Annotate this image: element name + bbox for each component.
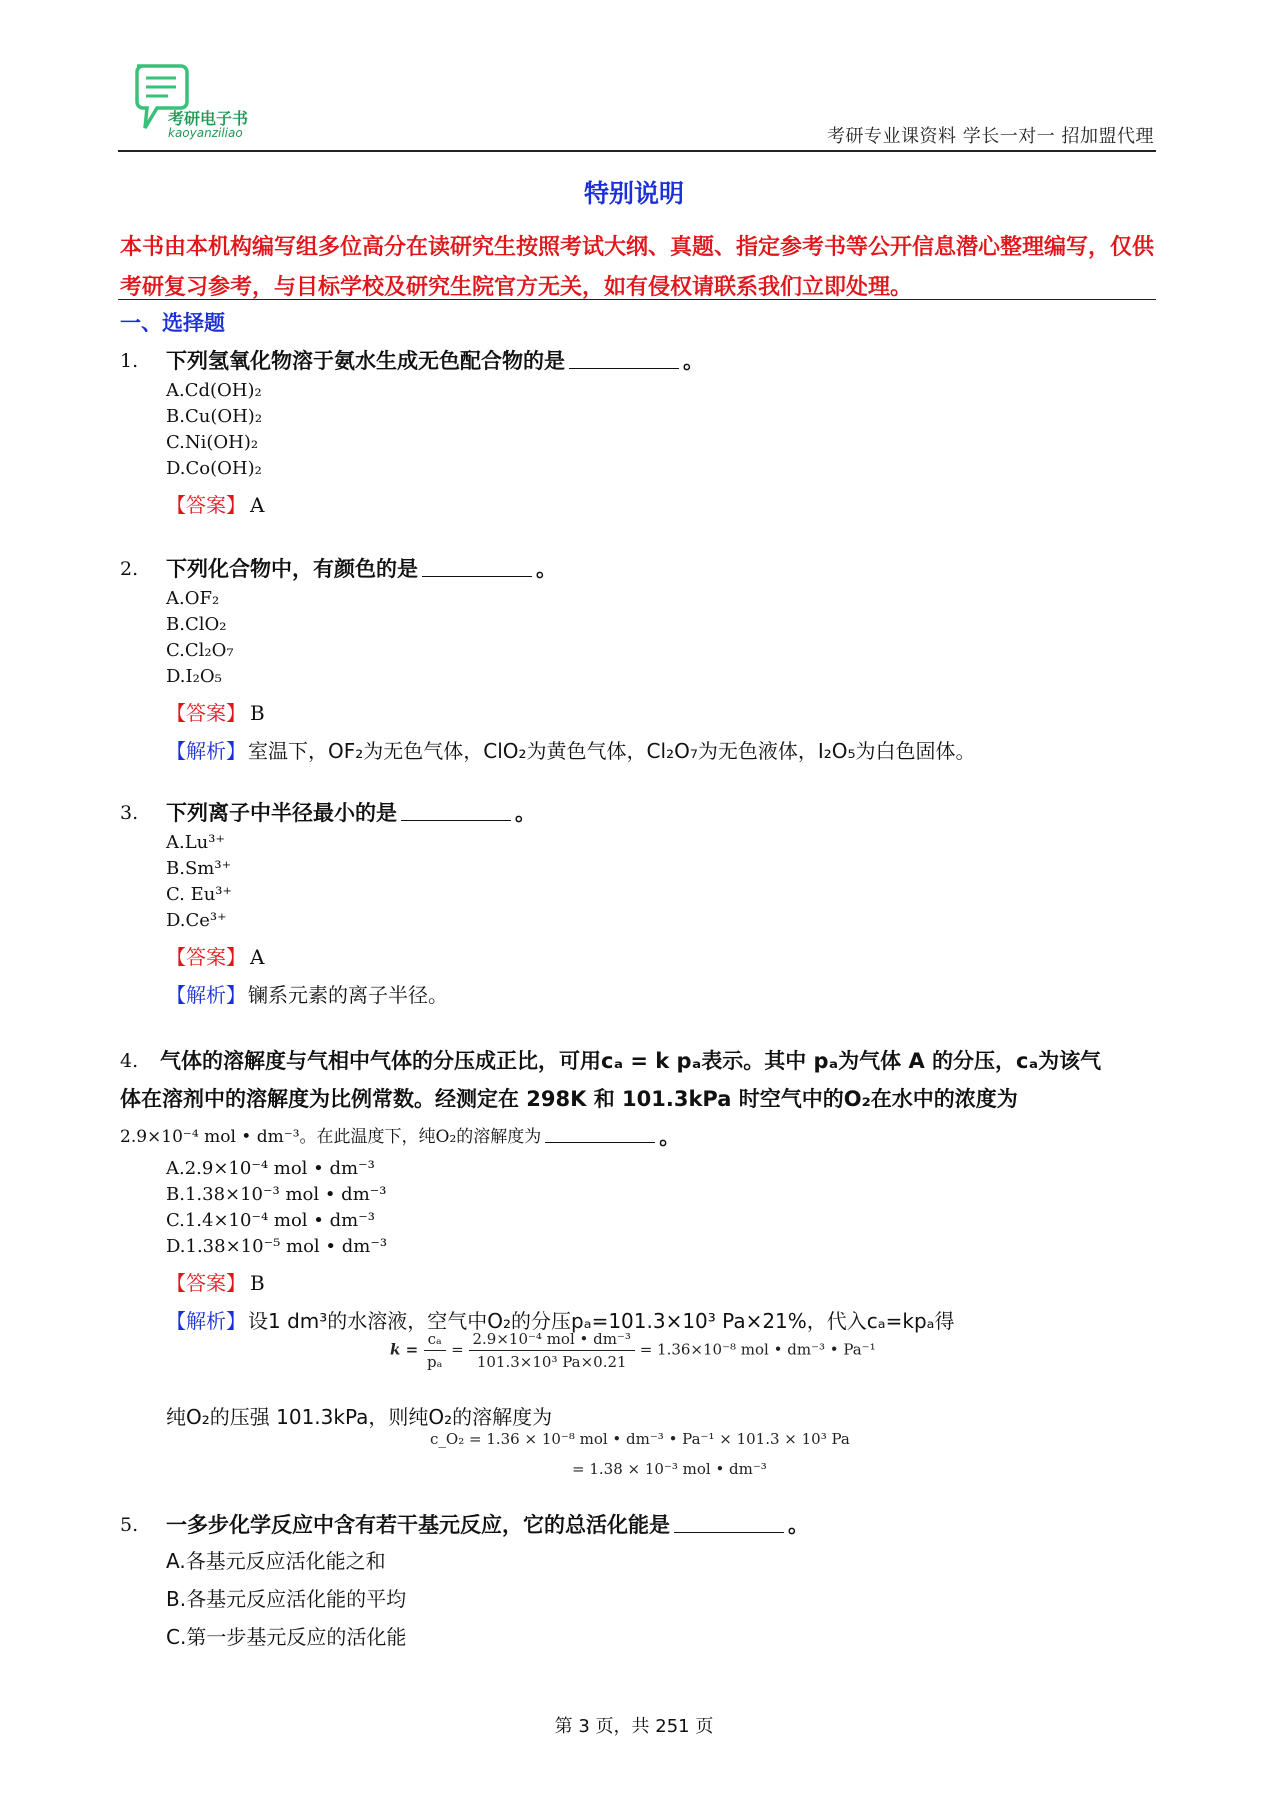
question-3: 3. 下列离子中半径最小的是 。 A.Lu³⁺ B.Sm³⁺ C. Eu³⁺ D.Ce³⁺ 【答案】 A 【解析】 镧系元素的离子半径。 (120, 796, 1156, 1014)
question-number: 2. (120, 558, 139, 580)
explanation-label: 解析 (186, 1309, 226, 1333)
answer: 【答案】 A (166, 945, 265, 969)
formula-solubility-line1: c_O₂ = 1.36 × 10⁻⁸ mol • dm⁻³ • Pa⁻¹ × 101.3 × 10³ Pa (430, 1430, 850, 1448)
option: B.1.38×10⁻³ mol • dm⁻³ (166, 1184, 387, 1205)
option: B.Sm³⁺ (166, 858, 232, 879)
explanation-text: 室温下，OF₂为无色气体，ClO₂为黄色气体，Cl₂O₇为无色液体，I₂O₅为白色固体。 (248, 739, 976, 763)
explanation-label: 解析 (186, 983, 226, 1007)
section-heading: 一、选择题 (120, 311, 225, 335)
answer-blank (422, 552, 532, 577)
explanation-continued: 纯O₂的压强 101.3kPa，则纯O₂的溶解度为 (166, 1405, 553, 1429)
answer: 【答案】 B (166, 1271, 265, 1295)
option: C.Ni(OH)₂ (166, 432, 259, 453)
question-number: 1. (120, 350, 139, 372)
header-rule (118, 150, 1156, 152)
option: C.第一步基元反应的活化能 (166, 1625, 407, 1649)
question-number: 5. (120, 1514, 139, 1536)
logo-text: 考研电子书 (168, 109, 249, 128)
answer-value: A (250, 493, 265, 517)
answer-value: B (250, 701, 265, 725)
answer: 【答案】 A (166, 493, 265, 517)
answer-label: 答案 (186, 1271, 226, 1295)
formula-solubility-line2: = 1.38 × 10⁻³ mol • dm⁻³ (572, 1460, 767, 1478)
explanation: 【解析】 室温下，OF₂为无色气体，ClO₂为黄色气体，Cl₂O₇为无色液体，I₂O₅为白色固体。 (166, 739, 976, 763)
special-title: 特别说明 (583, 179, 684, 208)
option: B.ClO₂ (166, 614, 227, 635)
answer-blank (569, 344, 679, 369)
answer-label: 答案 (186, 701, 226, 725)
question-stem-line2: 体在溶剂中的溶解度为比例常数。经测定在 298K 和 101.3kPa 时空气中的O₂在水中的浓度为 (120, 1087, 1018, 1111)
explanation-text: 镧系元素的离子半径。 (248, 983, 448, 1007)
question-stem: 一多步化学反应中含有若干基元反应，它的总活化能是 (166, 1513, 670, 1537)
fraction: $\frac{\text{cₐ}}{\text{pₐ}}$ (423, 1330, 446, 1371)
answer-value: B (250, 1271, 265, 1295)
option: C. Eu³⁺ (166, 884, 233, 905)
option: C.Cl₂O₇ (166, 640, 234, 661)
explanation: 【解析】 设1 dm³的水溶液，空气中O₂的分压pₐ=101.3×10³ Pa×21%，代入cₐ=kpₐ得 (166, 1309, 955, 1333)
explanation-label: 解析 (186, 739, 226, 763)
option: A.各基元反应活化能之和 (166, 1549, 386, 1573)
option: B.Cu(OH)₂ (166, 406, 263, 427)
question-stem-line1: 气体的溶解度与气相中气体的分压成正比，可用cₐ = k pₐ表示。其中 pₐ为气体 A 的分压，cₐ为该气 (160, 1049, 1102, 1073)
question-1: 1. 下列氢氧化物溶于氨水生成无色配合物的是 。 A.Cd(OH)₂ B.Cu(OH)₂ C.Ni(OH)₂ D.Co(OH)₂ 【答案】 A (120, 344, 1156, 524)
answer-blank (401, 796, 511, 821)
copyright-notice: 本书由本机构编写组多位高分在读研究生按照考试大纲、真题、指定参考书等公开信息潜心整理编写，仅供考研复习参考，与目标学校及研究生院官方无关，如有侵权请联系我们立即处理。 (120, 235, 1155, 300)
option: B.各基元反应活化能的平均 (166, 1587, 407, 1611)
explanation: 【解析】 镧系元素的离子半径。 (166, 983, 448, 1007)
logo (132, 62, 272, 142)
answer: 【答案】 B (166, 701, 265, 725)
answer-label: 答案 (186, 493, 226, 517)
question-stem: 下列氢氧化物溶于氨水生成无色配合物的是 (166, 349, 565, 373)
option: D.Co(OH)₂ (166, 458, 262, 479)
option: A.Cd(OH)₂ (166, 380, 262, 401)
fraction: $\frac{\text{2.9×10⁻⁴ mol • dm⁻³}}{\text{101.3×10³ Pa×0.21}}$ (469, 1330, 635, 1371)
question-number: 3. (120, 802, 139, 824)
option: D.I₂O₅ (166, 666, 222, 687)
question-2: 2. 下列化合物中，有颜色的是 。 A.OF₂ B.ClO₂ C.Cl₂O₇ D.I₂O₅ 【答案】 B 【解析】 室温下，OF₂为无色气体，ClO₂为黄色气体，Cl₂O₇为无色液体，I₂O₅为白色固体。 (120, 552, 1156, 770)
option: C.1.4×10⁻⁴ mol • dm⁻³ (166, 1210, 375, 1231)
answer-blank (545, 1118, 655, 1143)
header-tagline: 考研专业课资料 学长一对一 招加盟代理 (827, 126, 1154, 147)
answer-value: A (250, 945, 265, 969)
question-stem: 下列化合物中，有颜色的是 (166, 557, 418, 581)
option: D.Ce³⁺ (166, 910, 227, 931)
formula-k: k = $\frac{\text{cₐ}}{\text{pₐ}}$ = $\frac{\text{2.9×10⁻⁴ mol • dm⁻³}}{\text{101.3×10³ Pa×0.21}}$ = 1.36×10⁻⁸ mol • dm⁻³ • Pa⁻¹ (390, 1330, 876, 1371)
question-number: 4. (120, 1050, 139, 1072)
option: A.OF₂ (166, 588, 220, 609)
question-5: 5. 一多步化学反应中含有若干基元反应，它的总活化能是 。 A.各基元反应活化能之和 B.各基元反应活化能的平均 C.第一步基元反应的活化能 (120, 1508, 1156, 1656)
answer-blank (674, 1508, 784, 1533)
option: A.2.9×10⁻⁴ mol • dm⁻³ (166, 1158, 375, 1179)
option: D.1.38×10⁻⁵ mol • dm⁻³ (166, 1236, 388, 1257)
page-footer: 第 3 页，共 251 页 (554, 1716, 714, 1737)
option: A.Lu³⁺ (166, 832, 225, 853)
question-4: 4. 气体的溶解度与气相中气体的分压成正比，可用cₐ = k pₐ表示。其中 pₐ为气体 A 的分压，cₐ为该气 体在溶剂中的溶解度为比例常数。经测定在 298K 和 101.3kPa 时空气中的O₂在水中的浓度为 2.9×10⁻⁴ mol • dm⁻³。在此温度下，纯O₂的溶解度为 。 A.2.9×10⁻⁴ mol • dm⁻³ B.1.38×10⁻³ mol • dm⁻³ C.1.4×10⁻⁴ mol • dm⁻³ D.1.38×10⁻⁵ mol • dm⁻³ 【答案】 B 【解析】 设1 dm³的水溶液，空气中O₂的分压pₐ=101.3×10³ Pa×21%，代入cₐ=kpₐ得 (120, 1042, 1156, 1340)
notice-rule (118, 299, 1156, 300)
answer-label: 答案 (186, 945, 226, 969)
question-stem-line3: 2.9×10⁻⁴ mol • dm⁻³。在此温度下，纯O₂的溶解度为 (120, 1127, 542, 1147)
logo-subtext: kaoyanziliao (168, 126, 243, 140)
explanation-text: 设1 dm³的水溶液，空气中O₂的分压pₐ=101.3×10³ Pa×21%，代入cₐ=kpₐ得 (248, 1309, 955, 1333)
question-stem: 下列离子中半径最小的是 (166, 801, 397, 825)
